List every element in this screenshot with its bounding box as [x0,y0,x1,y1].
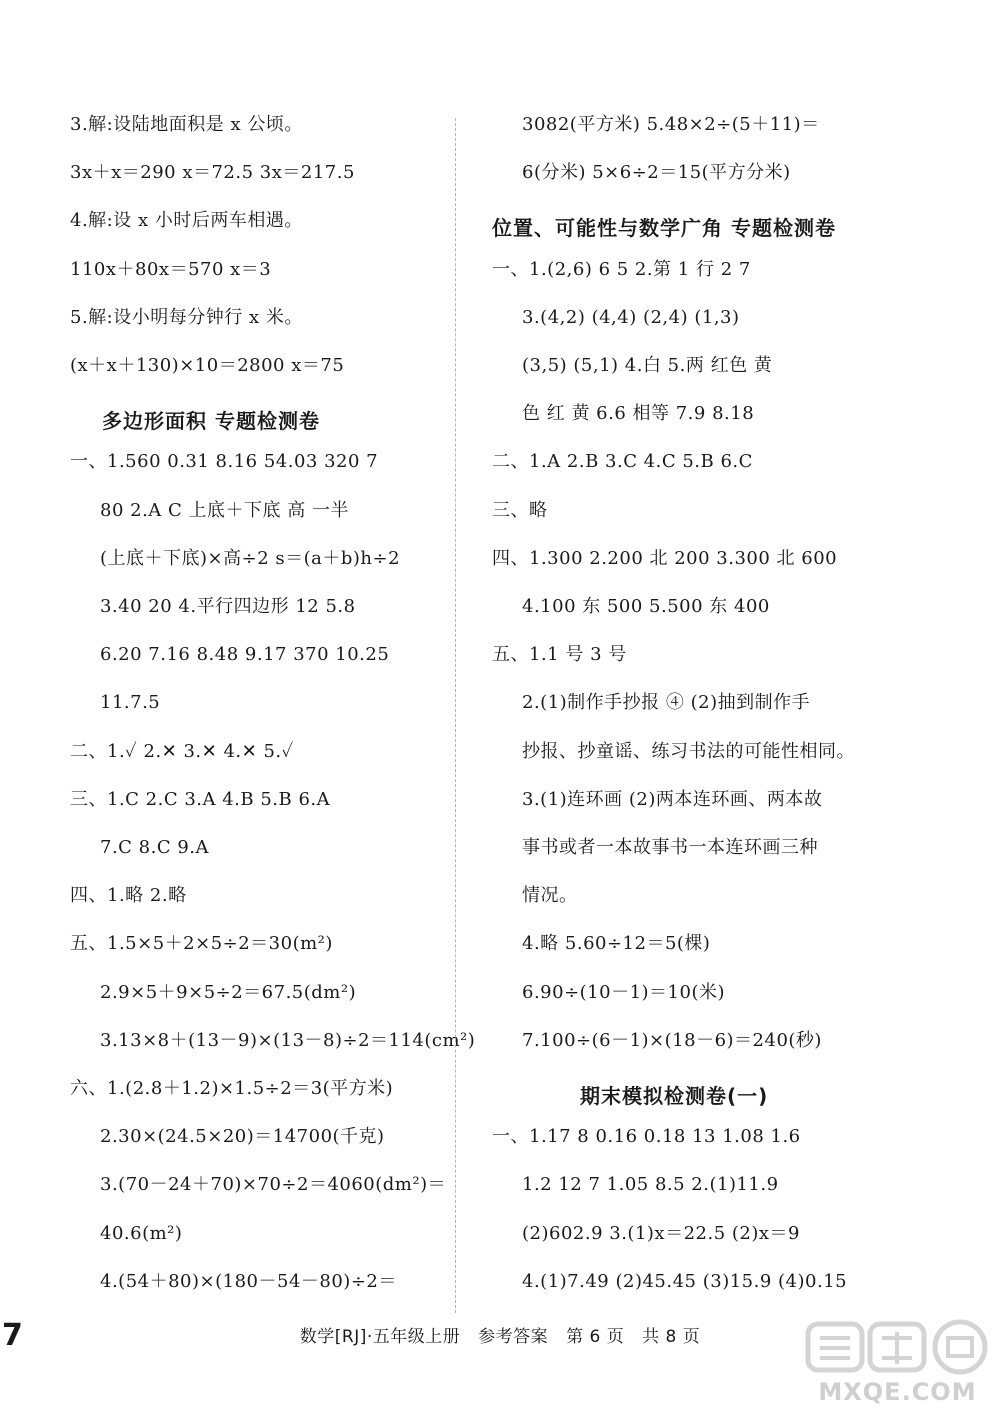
left-answer-line: 三、1.C 2.C 3.A 4.B 5.B 6.A [70,788,331,810]
right-answer-line: (2)602.9 3.(1)x＝22.5 (2)x＝9 [522,1222,800,1244]
watermark-url: MXQE.COM [818,1378,977,1406]
right-answer-line: 2.(1)制作手抄报 ④ (2)抽到制作手 [522,692,811,714]
left-answer-line: 4.解:设 x 小时后两车相遇。 [70,210,303,232]
left-answer-line: 7.C 8.C 9.A [100,837,210,858]
left-answer-line: 五、1.5×5＋2×5÷2＝30(m²) [70,933,333,955]
right-answer-line: 三、略 [492,499,548,521]
right-section-heading: 期末模拟检测卷(一) [580,1084,769,1108]
right-answer-line: (3,5) (5,1) 4.白 5.两 红色 黄 [522,355,773,376]
right-answer-line: 色 红 黄 6.6 相等 7.9 8.18 [522,403,755,425]
right-answer-line: 4.100 东 500 5.500 东 400 [522,596,770,617]
right-answer-line: 7.100÷(6－1)×(18－6)＝240(秒) [522,1029,822,1051]
left-answer-line: 40.6(m²) [100,1222,183,1244]
left-answer-line: 六、1.(2.8＋1.2)×1.5÷2＝3(平方米) [70,1078,394,1099]
left-answer-line: 3.解:设陆地面积是 x 公顷。 [70,114,303,135]
watermark [800,1318,995,1413]
footer-total: 共 8 页 [642,1327,701,1347]
left-answer-line: 二、1.✓ 2.✕ 3.✕ 4.✕ 5.✓ [70,740,294,762]
right-answer-line: 1.2 12 7 1.05 8.5 2.(1)11.9 [522,1174,779,1196]
right-answer-line: 6(分米) 5×6÷2＝15(平方分米) [522,162,791,184]
right-answer-line: 3.(1)连环画 (2)两本连环画、两本故 [522,788,823,810]
right-answer-line: 四、1.300 2.200 北 200 3.300 北 600 [492,547,838,569]
left-answer-line: (上底＋下底)×高÷2 s＝(a＋b)h÷2 [100,547,401,569]
left-section-heading: 多边形面积 专题检测卷 [102,409,320,434]
left-answer-line: 6.20 7.16 8.48 9.17 370 10.25 [100,644,390,666]
right-answer-line: 抄报、抄童谣、练习书法的可能性相同。 [522,740,855,762]
right-answer-line: 二、1.A 2.B 3.C 4.C 5.B 6.C [492,451,753,473]
left-answer-line: 80 2.A C 上底＋下底 高 一半 [100,499,349,521]
left-answer-line: 110x＋80x＝570 x＝3 [70,258,272,280]
page-edge-number: 7 [2,1318,23,1353]
right-answer-line: 4.略 5.60÷12＝5(棵) [522,933,711,955]
footer-subject: 数学[RJ]·五年级上册 [299,1327,461,1347]
left-answer-line: 四、1.略 2.略 [70,885,187,907]
left-answer-line: 4.(54＋80)×(180－54－80)÷2＝ [100,1270,397,1292]
left-answer-line: 2.9×5＋9×5÷2＝67.5(dm²) [100,981,357,1003]
left-answer-line: 5.解:设小明每分钟行 x 米。 [70,306,303,328]
right-answer-line: 3082(平方米) 5.48×2÷(5＋11)＝ [522,114,820,135]
right-answer-line: 4.(1)7.49 (2)45.45 (3)15.9 (4)0.15 [522,1270,848,1292]
left-answer-line: 一、1.560 0.31 8.16 54.03 320 7 [70,451,379,473]
right-answer-line: 事书或者一本故事书一本连环画三种 [522,837,818,858]
watermark-logo-icon [800,1318,995,1376]
left-answer-line: (x＋x＋130)×10＝2800 x＝75 [70,355,345,376]
left-answer-line: 3.13×8＋(13－9)×(13－8)÷2＝114(cm²) [100,1029,476,1051]
left-answer-line: 3.(70－24＋70)×70÷2＝4060(dm²)＝ [100,1174,447,1196]
right-section-heading: 位置、可能性与数学广角 专题检测卷 [492,216,836,241]
left-answer-line: 3x＋x＝290 x＝72.5 3x＝217.5 [70,162,355,184]
right-answer-line: 6.90÷(10－1)＝10(米) [522,981,726,1003]
right-answer-line: 一、1.(2,6) 6 5 2.第 1 行 2 7 [492,258,751,280]
right-answer-line: 3.(4,2) (4,4) (2,4) (1,3) [522,306,740,328]
column-divider [455,118,456,1313]
left-answer-line: 11.7.5 [100,692,161,714]
left-answer-line: 3.40 20 4.平行四边形 12 5.8 [100,596,356,617]
left-answer-line: 2.30×(24.5×20)＝14700(千克) [100,1126,385,1148]
right-answer-line: 五、1.1 号 3 号 [492,644,627,666]
footer-section: 参考答案 [478,1327,549,1347]
footer-page: 第 6 页 [566,1327,625,1347]
right-answer-line: 一、1.17 8 0.16 0.18 13 1.08 1.6 [492,1126,801,1148]
right-answer-line: 情况。 [522,885,578,907]
